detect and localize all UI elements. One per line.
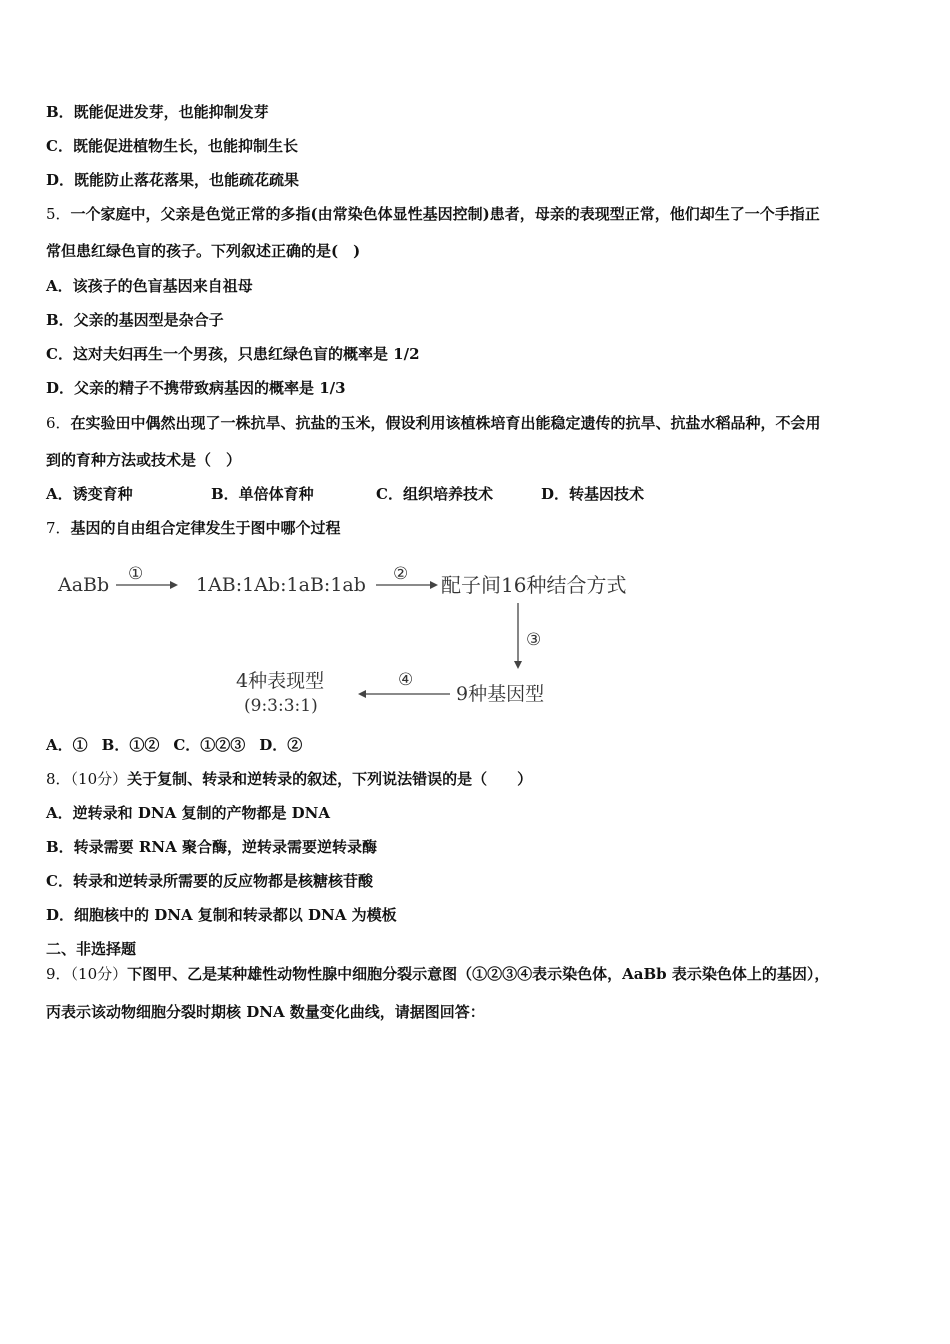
diagram-step-3: ③: [526, 630, 542, 650]
genetics-process-diagram: [46, 555, 666, 725]
q8-option-a: A．逆转录和 DNA 复制的产物都是 DNA: [46, 804, 331, 822]
q7-stem-text: 基因的自由组合定律发生于图中哪个过程: [70, 519, 341, 537]
q7-option-d: D．②: [259, 736, 303, 754]
arrow-1-head: [170, 581, 178, 589]
q5-number: 5．: [46, 205, 71, 223]
q6-option-c: C．组织培养技术: [376, 485, 493, 503]
q6-option-a: A．诱变育种: [46, 485, 133, 503]
q8-option-d: D．细胞核中的 DNA 复制和转录都以 DNA 为模板: [46, 906, 397, 924]
diagram-genotype: AaBb: [58, 574, 110, 596]
q8-number: 8．（10分）: [46, 770, 128, 788]
q8-stem: [46, 769, 532, 789]
q5-option-a: A．该孩子的色盲基因来自祖母: [46, 277, 253, 295]
q8-stem-text: 关于复制、转录和逆转录的叙述，下列说法错误的是（ ）: [127, 770, 533, 788]
q7-option-c: C．①②③: [173, 736, 246, 754]
q4-option-b: B．既能促进发芽，也能抑制发芽: [46, 103, 269, 121]
q5-option-c: C．这对夫妇再生一个男孩，只患红绿色盲的概率是 1/2: [46, 345, 420, 363]
diagram-gametes: 1AB:1Ab:1aB:1ab: [196, 574, 366, 596]
diagram-phenotypes: 4种表现型: [236, 670, 325, 692]
diagram-ratio: (9:3:3:1): [244, 696, 318, 716]
q9-number: 9．（10分）: [46, 965, 128, 983]
q5-option-b: B．父亲的基因型是杂合子: [46, 311, 224, 329]
q9-stem-line1: [46, 964, 829, 984]
q7-option-b: B．①②: [101, 736, 160, 754]
diagram-combinations: 配子间16种结合方式: [441, 573, 627, 597]
q6-option-b: B．单倍体育种: [211, 485, 314, 503]
q4-option-d: D．既能防止落花落果，也能疏花疏果: [46, 171, 300, 189]
q6-stem-line2: 到的育种方法或技术是（ ）: [46, 451, 242, 469]
diagram-step-4: ④: [398, 670, 414, 690]
q9-stem-text1: 下图甲、乙是某种雄性动物性腺中细胞分裂示意图（①②③④表示染色体，AaBb 表示染色体上的基因），: [127, 965, 830, 983]
q8-option-b: B．转录需要 RNA 聚合酶，逆转录需要逆转录酶: [46, 838, 377, 856]
q6-stem-text1: 在实验田中偶然出现了一株抗旱、抗盐的玉米，假设利用该植株培育出能稳定遗传的抗旱、抗盐水稻品种，不会用: [70, 414, 821, 432]
q4-option-c: C．既能促进植物生长，也能抑制生长: [46, 137, 298, 155]
q5-stem-line1: [46, 204, 820, 224]
arrow-3-head: [514, 661, 522, 669]
diagram-genotypes: 9种基因型: [456, 683, 545, 705]
q6-stem-line1: [46, 413, 821, 433]
diagram-step-2: ②: [393, 564, 409, 584]
q7-stem: [46, 518, 341, 538]
q7-options-row: [46, 735, 302, 755]
q7-option-a: A．①: [46, 736, 88, 754]
q8-option-c: C．转录和逆转录所需要的反应物都是核糖核苷酸: [46, 872, 373, 890]
q5-stem-line2: 常但患红绿色盲的孩子。下列叙述正确的是( ): [46, 242, 361, 260]
q5-option-d: D．父亲的精子不携带致病基因的概率是 1/3: [46, 379, 346, 397]
diagram-step-1: ①: [128, 564, 144, 584]
q9-stem-line2: 丙表示该动物细胞分裂时期核 DNA 数量变化曲线，请据图回答：: [46, 1003, 485, 1021]
arrow-4-head: [358, 690, 366, 698]
q6-options-row: [46, 484, 644, 504]
q6-option-d: D．转基因技术: [541, 485, 645, 503]
section-title: 二、非选择题: [46, 940, 137, 958]
arrow-2-head: [430, 581, 438, 589]
q7-number: 7．: [46, 519, 71, 537]
q5-stem-text1: 一个家庭中，父亲是色觉正常的多指(由常染色体显性基因控制)患者，母亲的表现型正常，他们却生了一个手指正: [70, 205, 820, 223]
q6-number: 6．: [46, 414, 71, 432]
